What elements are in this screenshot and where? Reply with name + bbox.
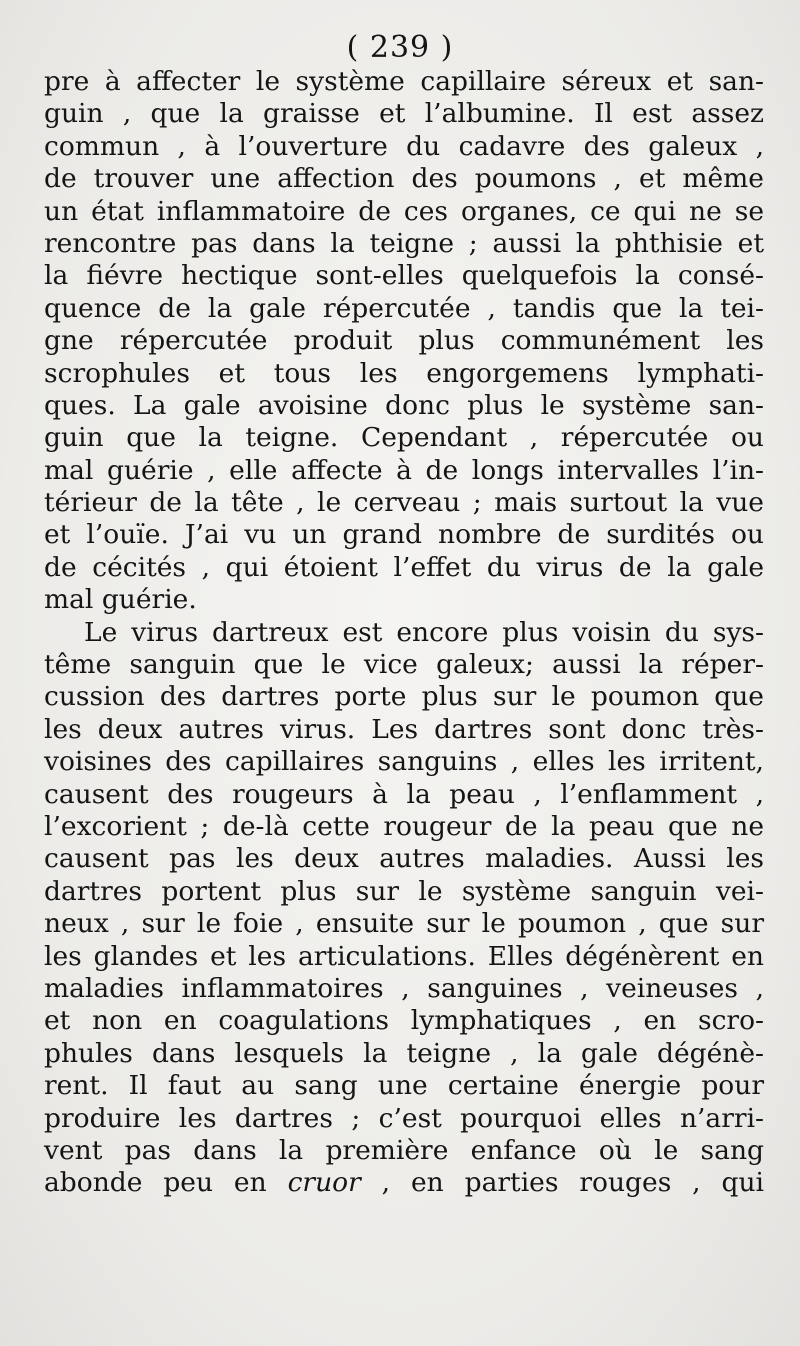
text-line: de cécités , qui étoient l’effet du virus de la gale (44, 551, 764, 583)
text-line: produire les dartres ; c’est pourquoi elles n’arri- (44, 1102, 764, 1134)
italic-term: cruor (287, 1167, 361, 1199)
paragraph-1 (44, 66, 764, 617)
text-line: voisines des capillaires sanguins , elles les irritent, (44, 746, 764, 778)
text-line: et non en coagulations lymphatiques , en scro- (44, 1005, 764, 1037)
text-line: guin que la teigne. Cependant , répercutée ou (44, 422, 764, 454)
text-line: causent pas les deux autres maladies. Aussi les (44, 843, 764, 875)
text-line: phules dans lesquels la teigne , la gale dégénè- (44, 1037, 764, 1069)
text-line: scrophules et tous les engorgemens lymphati- (44, 357, 764, 389)
text-line: vent pas dans la première enfance où le sang (44, 1134, 764, 1166)
text-line: tême sanguin que le vice galeux; aussi la réper- (44, 649, 764, 681)
text-line: quence de la gale répercutée , tandis que la tei- (44, 292, 764, 324)
text-line: pre à affecter le système capillaire séreux et san- (44, 66, 764, 97)
text-line: mal guérie. (44, 584, 197, 616)
text-line: Le virus dartreux est encore plus voisin du sys- (84, 616, 764, 648)
text-line: de trouver une affection des poumons , et même (44, 163, 764, 195)
text-line: dartres portent plus sur le système sanguin vei- (44, 875, 764, 907)
text-line: rencontre pas dans la teigne ; aussi la phthisie et (44, 227, 764, 259)
text-line: abonde peu en cruor , en parties rouges , qui (44, 1167, 764, 1199)
text-line: neux , sur le foie , ensuite sur le poumon , que sur (44, 908, 764, 940)
text-line: mal guérie , elle affecte à de longs intervalles l’in- (44, 454, 764, 486)
text-line: cussion des dartres porte plus sur le poumon que (44, 681, 764, 713)
text-line: ques. La gale avoisine donc plus le système san- (44, 389, 764, 421)
body-text (44, 66, 764, 1200)
text-line: gne répercutée produit plus communément les (44, 325, 764, 357)
paragraph-2 (44, 617, 764, 1200)
text-line: les glandes et les articulations. Elles dégénèrent en (44, 940, 764, 972)
text-line: térieur de la tête , le cerveau ; mais surtout la vue (44, 487, 764, 519)
text-line: et l’ouïe. J’ai vu un grand nombre de surdités ou (44, 519, 764, 551)
page-number: ( 239 ) (346, 30, 454, 65)
text-line: commun , à l’ouverture du cadavre des galeux , (44, 130, 764, 162)
text-line: guin , que la graisse et l’albumine. Il est assez (44, 98, 764, 130)
text-line: la fiévre hectique sont-elles quelquefois la consé- (44, 260, 764, 292)
text-line: l’excorient ; de-là cette rougeur de la peau que ne (44, 810, 764, 842)
text-line: un état inflammatoire de ces organes, ce qui ne se (44, 195, 764, 227)
text-line: maladies inflammatoires , sanguines , veineuses , (44, 972, 764, 1004)
text-line: rent. Il faut au sang une certaine énergie pour (44, 1070, 764, 1102)
text-line: les deux autres virus. Les dartres sont donc très- (44, 713, 764, 745)
text-line: causent des rougeurs à la peau , l’enflamment , (44, 778, 764, 810)
